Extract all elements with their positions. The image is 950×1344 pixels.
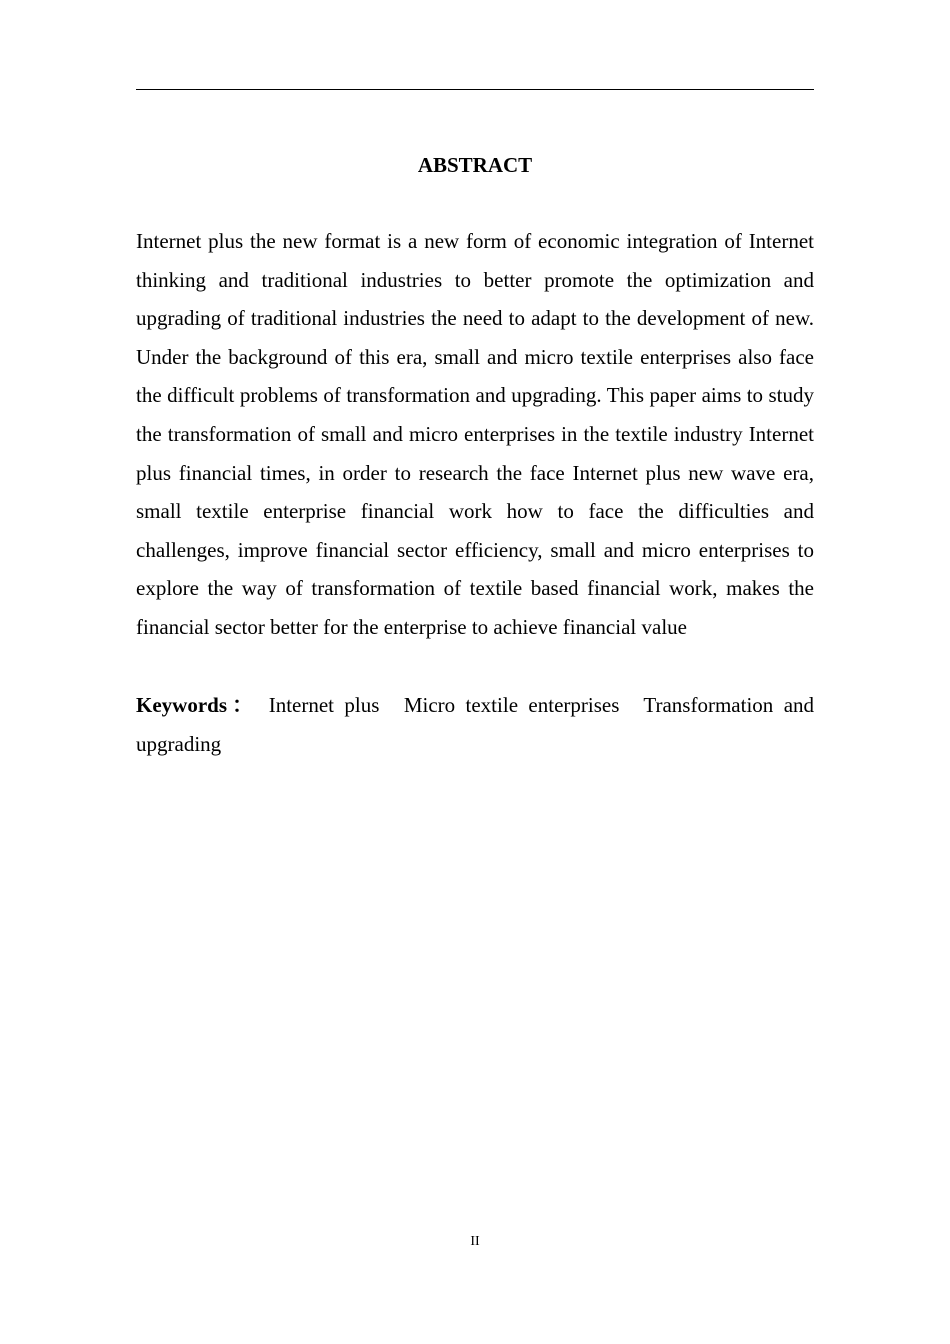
keyword-item: Micro textile enterprises — [403, 693, 620, 717]
abstract-title: ABSTRACT — [417, 153, 533, 177]
keywords-label: Keywords： — [136, 693, 259, 717]
keywords-line — [136, 686, 814, 763]
keyword-item: Internet plus — [268, 693, 380, 717]
keyword-item: Transformation and upgrading — [136, 693, 815, 756]
abstract-body: Internet plus the new format is a new form of economic integration of Internet thinking and traditional industries to better promote the optimization and upgrading of traditional industries the need to adapt to the development of new. Under the background of this era, small and micro textile enterprises also face the difficult problems of transformation and upgrading. This paper aims to study the transformation of small and micro enterprises in the textile industry Internet plus financial times, in order to research the face Internet plus new wave era, small textile enterprise financial work how to face the difficulties and challenges, improve financial sector efficiency, small and micro enterprises to explore the way of transformation of textile based financial work, makes the financial sector better for the enterprise to achieve financial value — [136, 229, 814, 639]
page-number: II — [470, 1234, 480, 1249]
header-rule — [136, 89, 814, 90]
